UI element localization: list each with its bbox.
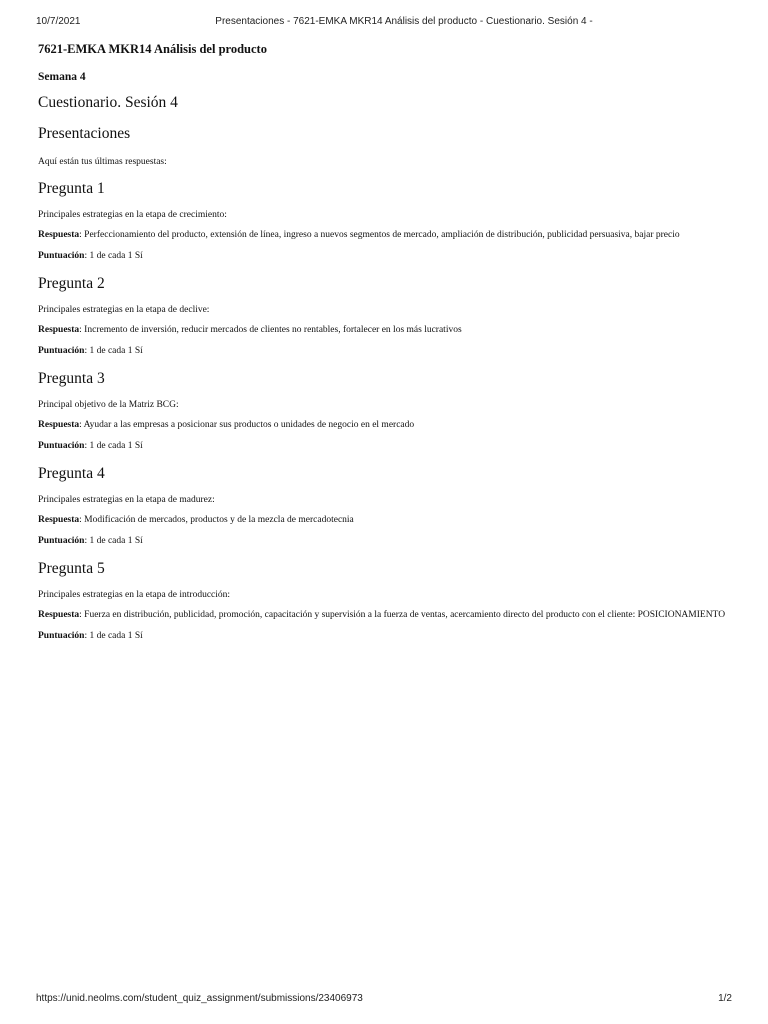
- answer-value: : Ayudar a las empresas a posicionar sus productos o unidades de negocio en el mercado: [79, 420, 415, 430]
- score-value: : 1 de cada 1 Sí: [84, 536, 143, 546]
- answer-label: Respuesta: [38, 515, 80, 525]
- print-footer: [36, 993, 732, 1007]
- question-answer: [38, 419, 730, 431]
- score-label: Puntuación: [38, 346, 85, 356]
- print-header: [36, 16, 732, 30]
- answer-value: : Incremento de inversión, reducir mercados de clientes no rentables, fortalecer en los más lucrativos: [79, 325, 462, 335]
- question-title: Pregunta 5: [38, 560, 105, 577]
- question-score: [38, 440, 730, 452]
- week-label: Semana 4: [38, 71, 86, 83]
- question-score: [38, 345, 730, 357]
- question-score: [38, 630, 730, 642]
- score-value: : 1 de cada 1 Sí: [84, 441, 143, 451]
- page-content: [38, 40, 730, 653]
- question-answer: [38, 609, 730, 621]
- question-2: [38, 273, 730, 357]
- question-3: [38, 368, 730, 452]
- answer-label: Respuesta: [38, 420, 80, 430]
- answer-label: Respuesta: [38, 230, 80, 240]
- score-label: Puntuación: [38, 441, 85, 451]
- question-text: Principal objetivo de la Matriz BCG:: [38, 400, 179, 410]
- score-value: : 1 de cada 1 Sí: [84, 346, 143, 356]
- question-text: Principales estrategias en la etapa de declive:: [38, 305, 210, 315]
- intro-text: Aquí están tus últimas respuestas:: [38, 157, 167, 167]
- question-answer: [38, 229, 730, 241]
- question-4: [38, 463, 730, 547]
- question-title: Pregunta 2: [38, 275, 105, 292]
- section-title: Presentaciones: [38, 125, 131, 142]
- answer-value: : Perfeccionamiento del producto, extensión de línea, ingreso a nuevos segmentos de mercado, ampliación de distribución, publicidad persuasiva, bajar precio: [79, 230, 680, 240]
- score-label: Puntuación: [38, 251, 85, 261]
- question-text: Principales estrategias en la etapa de introducción:: [38, 590, 231, 600]
- question-title: Pregunta 3: [38, 370, 105, 387]
- question-score: [38, 250, 730, 262]
- question-5: [38, 558, 730, 642]
- question-text: Principales estrategias en la etapa de crecimiento:: [38, 210, 227, 220]
- score-value: : 1 de cada 1 Sí: [84, 631, 143, 641]
- answer-value: : Modificación de mercados, productos y de la mezcla de mercadotecnia: [79, 515, 354, 525]
- score-label: Puntuación: [38, 536, 85, 546]
- page-number: 1/2: [718, 993, 732, 1004]
- print-date: 10/7/2021: [36, 16, 81, 27]
- score-value: : 1 de cada 1 Sí: [84, 251, 143, 261]
- question-text: Principales estrategias en la etapa de madurez:: [38, 495, 215, 505]
- question-title: Pregunta 4: [38, 465, 105, 482]
- question-title: Pregunta 1: [38, 180, 105, 197]
- answer-label: Respuesta: [38, 325, 80, 335]
- quiz-title: Cuestionario. Sesión 4: [38, 94, 178, 111]
- print-title: Presentaciones - 7621-EMKA MKR14 Análisis del producto - Cuestionario. Sesión 4 -: [215, 16, 593, 27]
- question-score: [38, 535, 730, 547]
- answer-label: Respuesta: [38, 610, 80, 620]
- question-answer: [38, 324, 730, 336]
- question-1: [38, 178, 730, 262]
- course-title: 7621-EMKA MKR14 Análisis del producto: [38, 42, 267, 56]
- score-label: Puntuación: [38, 631, 85, 641]
- print-url[interactable]: https://unid.neolms.com/student_quiz_assignment/submissions/23406973: [36, 993, 363, 1004]
- question-answer: [38, 514, 730, 526]
- answer-value: : Fuerza en distribución, publicidad, promoción, capacitación y supervisión a la fuerza de ventas, acercamiento directo del producto con el cliente: POSICIONAMIENTO: [79, 610, 726, 620]
